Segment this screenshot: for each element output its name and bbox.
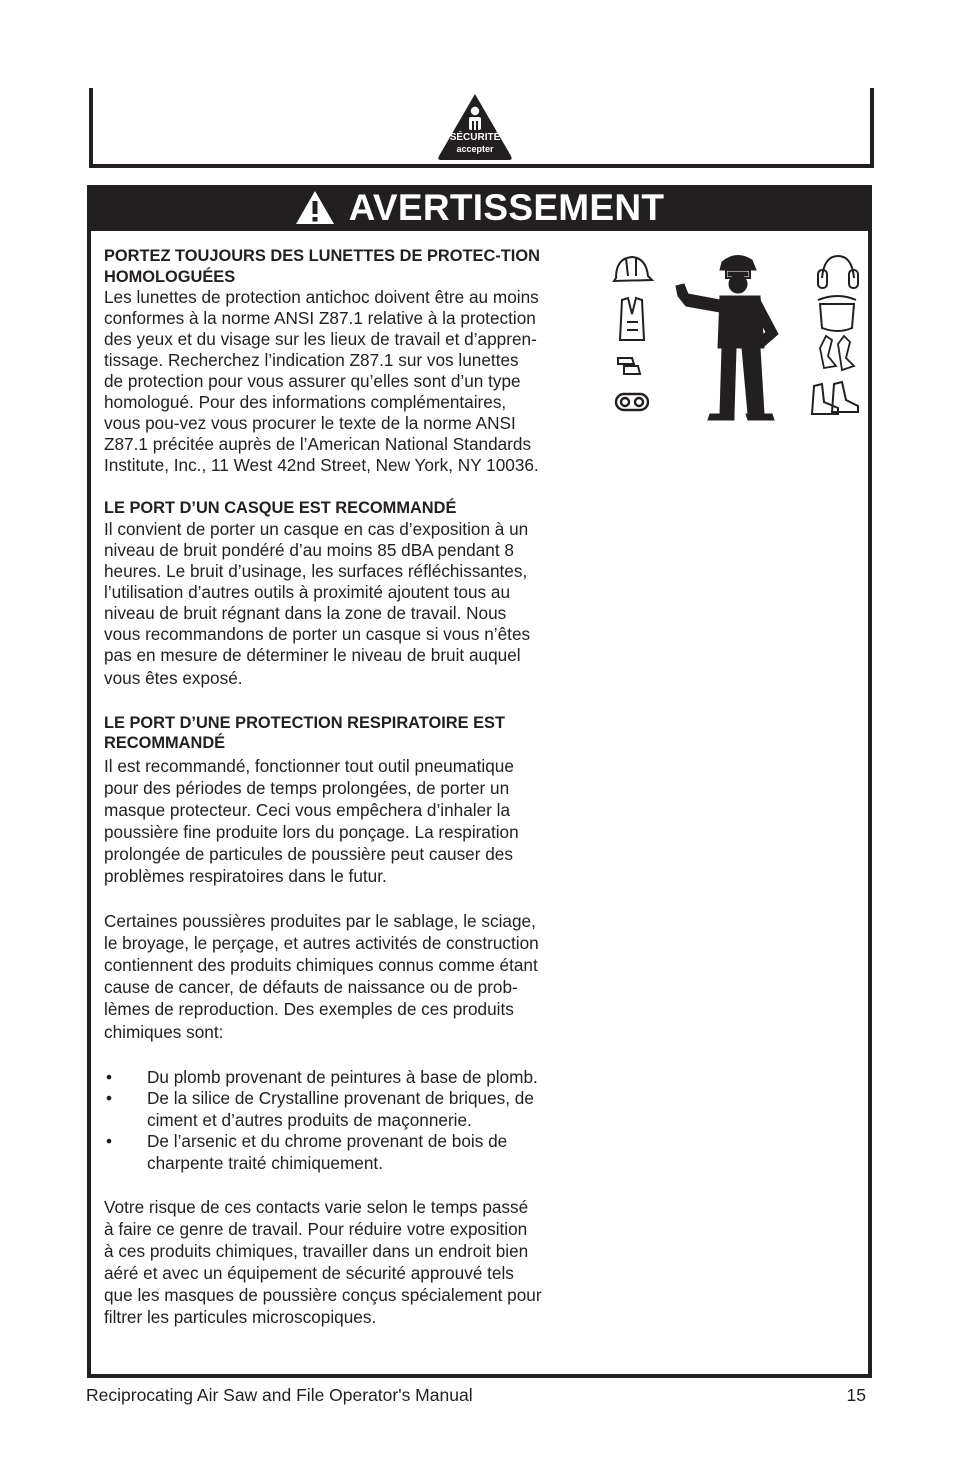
bullet-mark: • <box>106 1066 113 1087</box>
body-line: contiennent des produits chimiques connus comme étant <box>104 954 538 975</box>
body-line: tissage. Recherchez l’indication Z87.1 sur vos lunettes <box>104 350 519 370</box>
ear-muffs-icon <box>818 256 858 288</box>
body-line: lèmes de reproduction. Des exemples de ces produits <box>104 998 514 1019</box>
manual-title: Reciprocating Air Saw and File Operator's Manual <box>86 1385 473 1405</box>
body-line: aéré et avec un équipement de sécurité approuvé tels <box>104 1262 514 1283</box>
body-line: de protection pour vous assurer qu’elles sont d’un type <box>104 371 521 391</box>
list-item-line: Du plomb provenant de peintures à base de plomb. <box>147 1066 538 1087</box>
body-line: filtrer les particules microscopiques. <box>104 1306 377 1327</box>
body-line: le broyage, le perçage, et autres activités de construction <box>104 932 539 953</box>
body-line: prolongée de particules de poussière peut causer des <box>104 843 513 864</box>
page-footer <box>86 1385 866 1406</box>
list-item <box>104 1131 599 1174</box>
warning-content <box>104 246 599 1328</box>
body-line: masque protecteur. Ceci vous empêchera d’inhaler la <box>104 799 511 820</box>
body-line: chimiques sont: <box>104 1021 224 1042</box>
page-number: 15 <box>846 1385 866 1405</box>
bullet-mark: • <box>106 1130 113 1151</box>
section-respiratory-protection <box>104 713 599 887</box>
list-item <box>104 1067 599 1088</box>
section-heading: LE PORT D’UNE PROTECTION RESPIRATOIRE EST RECOMMANDÉ <box>104 713 506 752</box>
body-line: niveau de bruit pondéré d’au moins 85 dBA pendant 8 <box>104 539 514 560</box>
ppe-illustration <box>610 248 862 424</box>
section-hearing-protection <box>104 498 599 689</box>
warning-title: AVERTISSEMENT <box>348 187 665 228</box>
safety-badge-icon <box>435 92 515 162</box>
body-line: que les masques de poussière conçus spécialement pour <box>104 1284 542 1305</box>
body-line: Institute, Inc., 11 West 42nd Street, New York, NY 10036. <box>104 455 539 475</box>
body-line: pas en mesure de déterminer le niveau de bruit auquel <box>104 644 521 665</box>
list-item-line: ciment et d’autres produits de maçonnerie. <box>147 1109 472 1130</box>
list-item-line: De l’arsenic et du chrome provenant de bois de <box>147 1130 508 1151</box>
section-body <box>104 287 599 476</box>
chemicals-list <box>104 1067 599 1174</box>
warning-header <box>87 185 872 231</box>
body-line: Certaines poussières produites par le sablage, le sciage, <box>104 910 536 931</box>
gloves-icon <box>820 336 854 370</box>
body-line: poussière fine produite lors du ponçage. La respiration <box>104 821 519 842</box>
body-line: à faire ce genre de travail. Pour réduire votre exposition <box>104 1218 528 1239</box>
body-line: heures. Le bruit d’usinage, les surfaces réfléchissantes, <box>104 560 528 581</box>
body-line: à ces produits chimiques, travailler dans un endroit bien <box>104 1240 529 1261</box>
body-line: problèmes respiratoires dans le futur. <box>104 865 387 886</box>
section-eye-protection <box>104 246 599 476</box>
face-shield-icon <box>818 296 856 331</box>
body-line: Votre risque de ces contacts varie selon le temps passé <box>104 1196 529 1217</box>
list-item-line: De la silice de Crystalline provenant de briques, de <box>147 1087 534 1108</box>
safety-vest-icon <box>620 298 644 340</box>
body-line: conformes à la norme ANSI Z87.1 relative à la protection <box>104 308 536 328</box>
body-line: l’utilisation d’autres outils à proximité ajoutent tous au <box>104 581 511 602</box>
body-line: cause de cancer, de défauts de naissance ou de prob- <box>104 976 518 997</box>
badge-line2: accepter <box>456 144 494 154</box>
body-line: des yeux et du visage sur les lieux de travail et d’appren- <box>104 329 537 349</box>
hard-hat-icon <box>614 257 652 281</box>
worker-figure-icon <box>676 255 778 420</box>
list-item-line: charpente traité chimiquement. <box>147 1152 383 1173</box>
body-line: homologué. Pour des informations complémentaires, <box>104 392 507 412</box>
badge-line1: SÉCURITÉ <box>449 132 501 143</box>
section-heading: PORTEZ TOUJOURS DES LUNETTES DE PROTEC-TION HOMOLOGUÉES <box>104 247 540 286</box>
body-line: Il est recommandé, fonctionner tout outil pneumatique <box>104 755 514 776</box>
section-closing <box>104 1197 599 1328</box>
bullet-mark: • <box>106 1087 113 1108</box>
section-chemicals <box>104 911 599 1043</box>
body-line: vous pou-vez vous procurer le texte de la norme ANSI <box>104 413 516 433</box>
body-line: Il convient de porter un casque en cas d’exposition à un <box>104 518 529 539</box>
safety-boots-icon <box>812 382 858 414</box>
body-line: Les lunettes de protection antichoc doivent être au moins <box>104 287 539 307</box>
list-item <box>104 1088 599 1131</box>
body-line: vous recommandons de porter un casque si vous n’êtes <box>104 623 531 644</box>
section-body <box>104 756 599 887</box>
body-line: pour des périodes de temps prolongées, de porter un <box>104 777 510 798</box>
warning-triangle-icon <box>295 190 335 226</box>
body-line: vous êtes exposé. <box>104 667 243 688</box>
earplugs-icon <box>618 358 640 374</box>
section-heading: LE PORT D’UN CASQUE EST RECOMMANDÉ <box>104 499 457 517</box>
safety-goggles-icon <box>616 394 648 410</box>
body-line: niveau de bruit régnant dans la zone de travail. Nous <box>104 602 507 623</box>
section-body <box>104 519 599 689</box>
body-line: Z87.1 précitée auprès de l’American National Standards <box>104 434 532 454</box>
